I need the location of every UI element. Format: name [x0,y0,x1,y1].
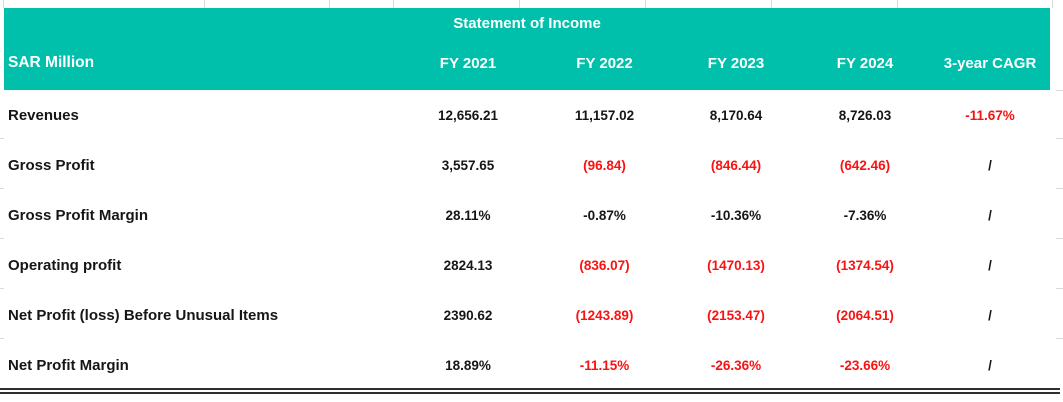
value-cell: -11.67% [930,90,1050,140]
value-cell: (846.44) [672,140,800,190]
table-row [4,340,1050,390]
table-title: Statement of Income [4,8,1050,36]
value-cell: 28.11% [399,190,537,240]
gridline-stub [1056,238,1063,239]
value-cell: (1243.89) [537,290,672,340]
gridline-stub [204,0,205,8]
gridline-stub [771,0,772,8]
value-cell: 8,170.64 [672,90,800,140]
gridline-stub [329,0,330,8]
unit-label: SAR Million [4,36,399,90]
gridline-stub [1056,138,1063,139]
table-row [4,190,1050,240]
gridline-stub [393,0,394,8]
column-header-cagr: 3-year CAGR [930,36,1050,90]
value-cell: 18.89% [399,340,537,390]
value-cell: (836.07) [537,240,672,290]
value-cell: / [930,190,1050,240]
value-cell: / [930,340,1050,390]
value-cell: (1470.13) [672,240,800,290]
gridline-stub [1056,90,1063,91]
value-cell: (642.46) [800,140,930,190]
value-cell: -0.87% [537,190,672,240]
column-header-fy2021: FY 2021 [399,36,537,90]
gridline-stub [3,0,4,8]
gridline-stub [897,0,898,8]
row-label: Operating profit [4,240,399,290]
value-cell: -26.36% [672,340,800,390]
table-bottom-double-rule [0,388,1060,394]
column-header-fy2022: FY 2022 [537,36,672,90]
row-label: Net Profit Margin [4,340,399,390]
value-cell: 12,656.21 [399,90,537,140]
gridline-stub [1056,338,1063,339]
value-cell: (96.84) [537,140,672,190]
value-cell: (2153.47) [672,290,800,340]
gridline-stub [519,0,520,8]
row-label: Gross Profit [4,140,399,190]
table-row [4,290,1050,340]
value-cell: / [930,240,1050,290]
row-label: Revenues [4,90,399,140]
value-cell: / [930,290,1050,340]
table-title-row [4,8,1050,36]
value-cell: 2824.13 [399,240,537,290]
value-cell: 3,557.65 [399,140,537,190]
row-label: Gross Profit Margin [4,190,399,240]
value-cell: -11.15% [537,340,672,390]
gridline-stub [1052,0,1053,8]
gridline-stub [1056,188,1063,189]
value-cell: 8,726.03 [800,90,930,140]
value-cell: / [930,140,1050,190]
value-cell: (1374.54) [800,240,930,290]
column-header-fy2024: FY 2024 [800,36,930,90]
gridline-stub [645,0,646,8]
value-cell: (2064.51) [800,290,930,340]
table-row [4,90,1050,140]
gridline-stub [1056,288,1063,289]
income-statement-table [4,8,1050,390]
table-row [4,240,1050,290]
column-header-fy2023: FY 2023 [672,36,800,90]
value-cell: 2390.62 [399,290,537,340]
row-label: Net Profit (loss) Before Unusual Items [4,290,399,340]
column-header-row [4,36,1050,90]
table-row [4,140,1050,190]
value-cell: 11,157.02 [537,90,672,140]
value-cell: -7.36% [800,190,930,240]
value-cell: -23.66% [800,340,930,390]
value-cell: -10.36% [672,190,800,240]
